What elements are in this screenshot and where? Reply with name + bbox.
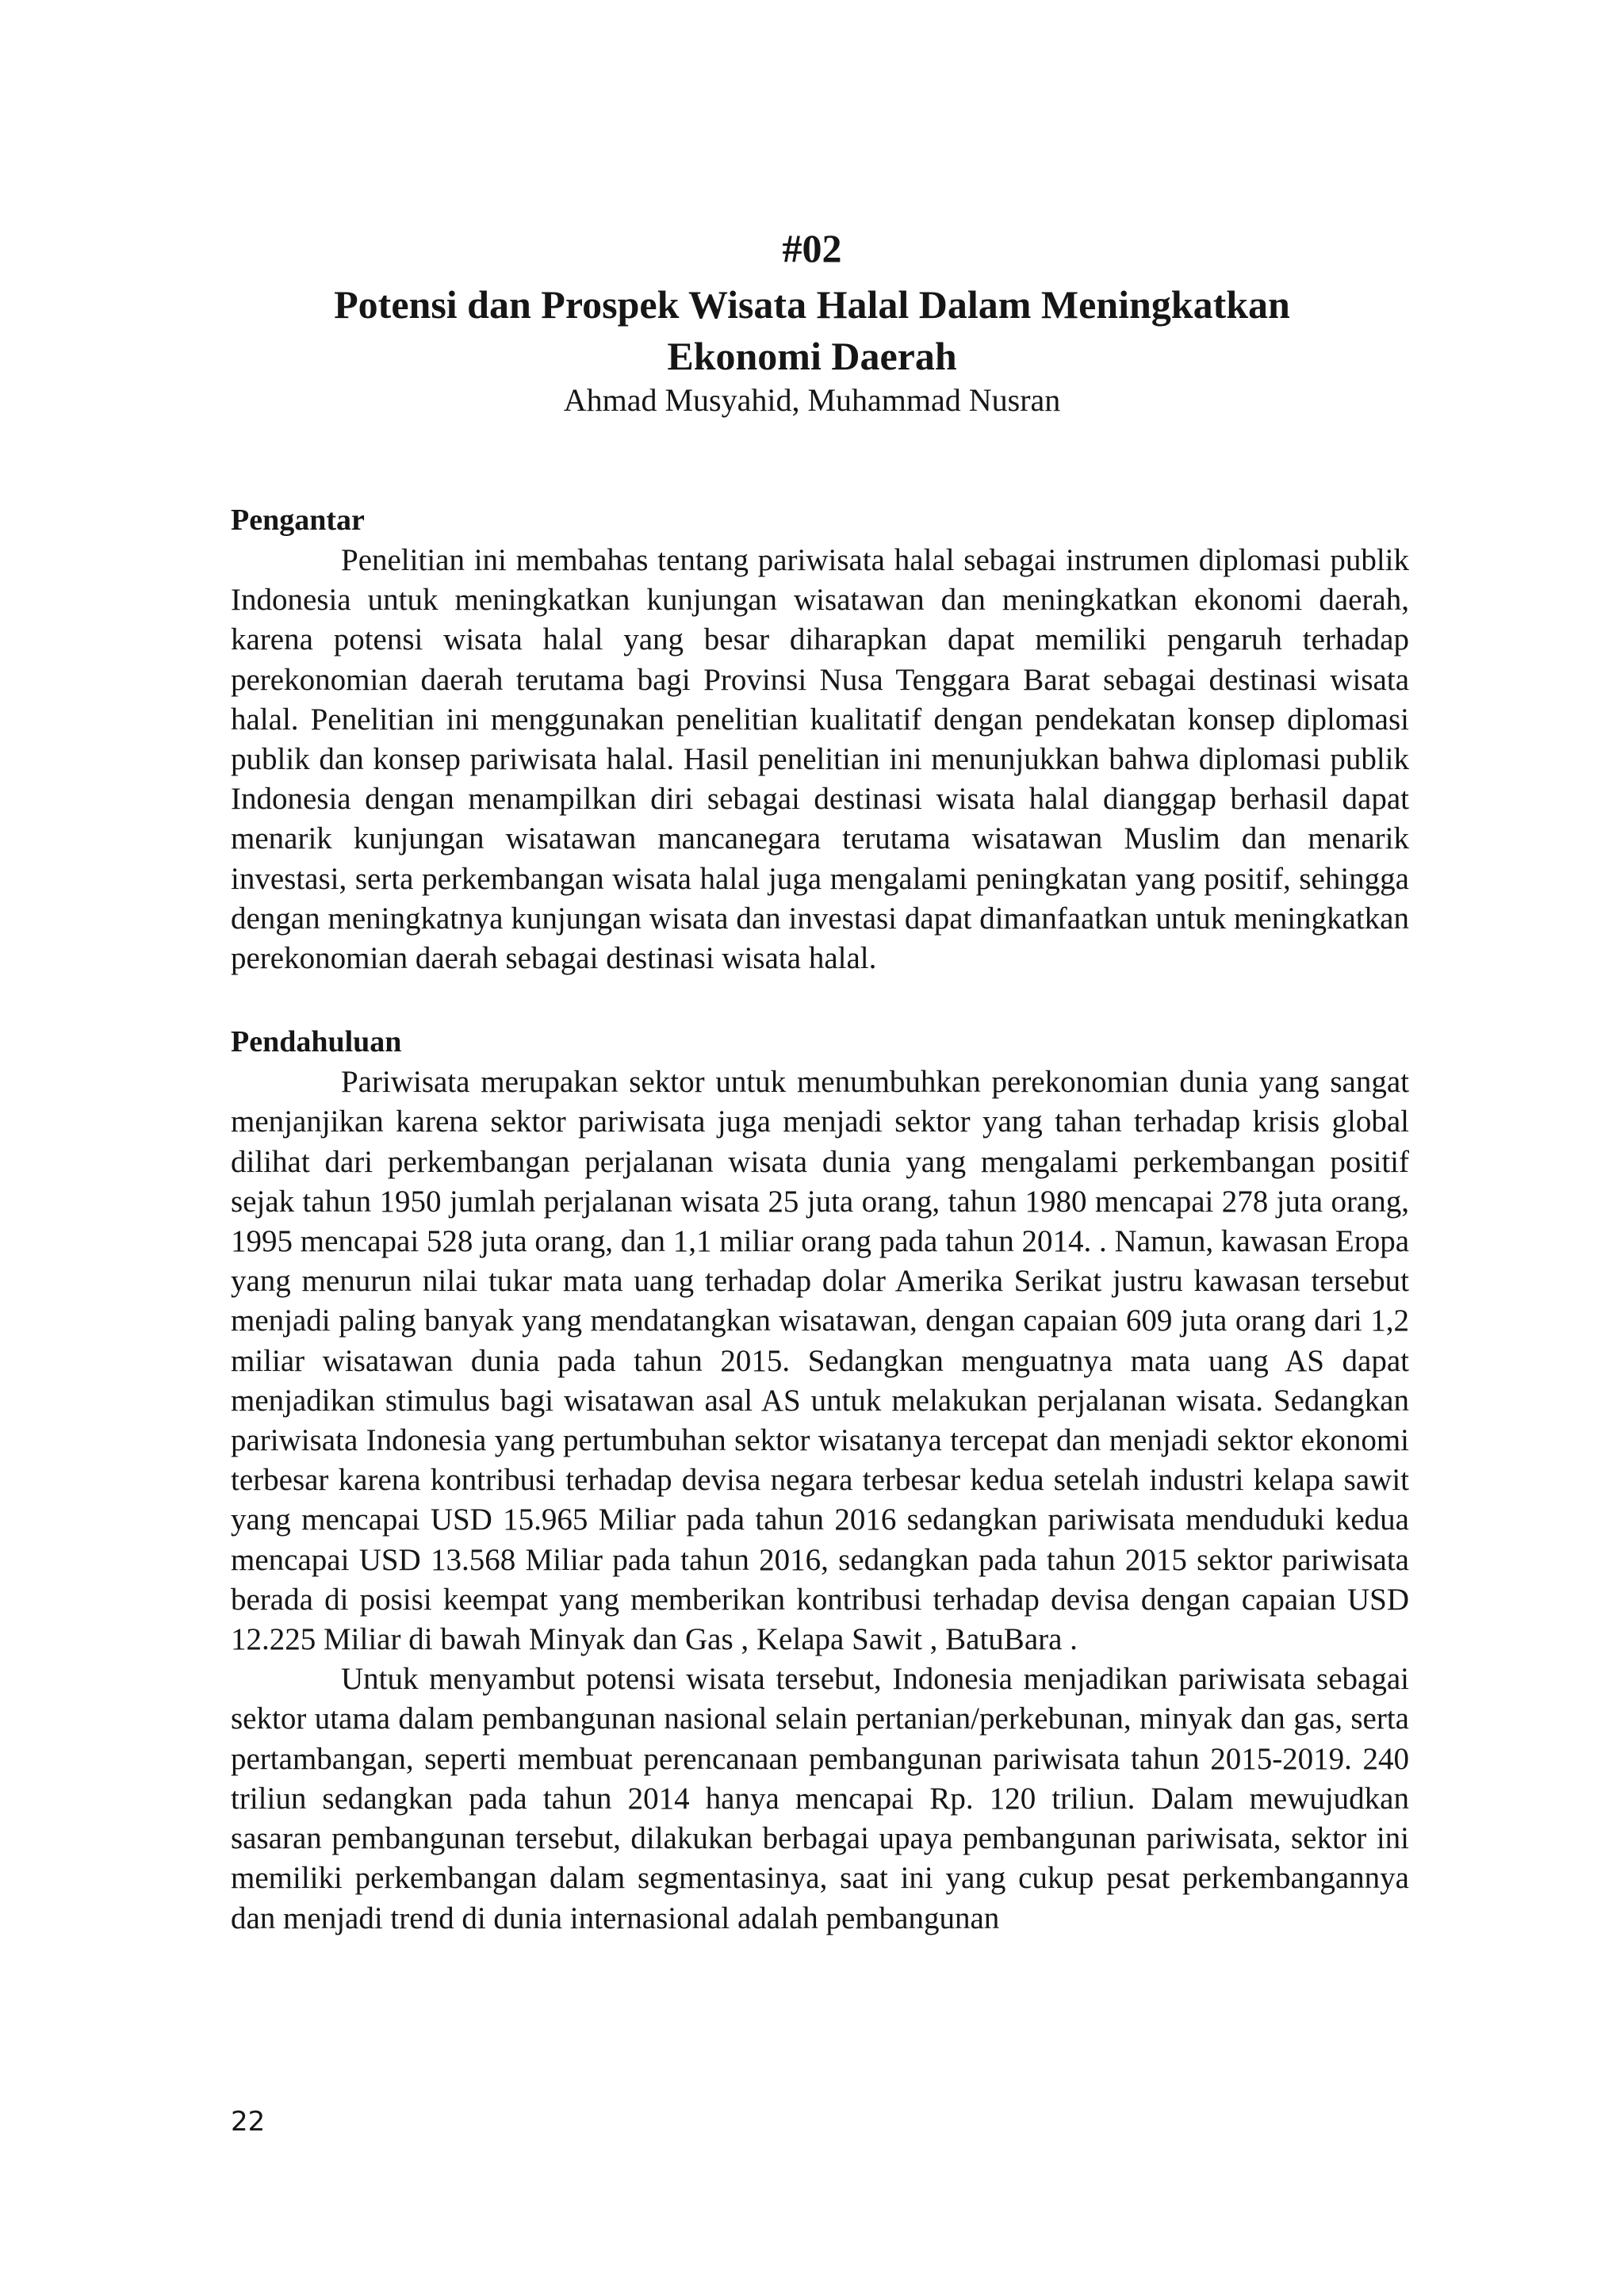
page-number: 22 (231, 2106, 266, 2138)
section-pendahuluan (231, 1021, 1409, 1938)
chapter-title-line-2: Ekonomi Daerah (667, 334, 957, 378)
chapter-authors: Ahmad Musyahid, Muhammad Nusran (563, 382, 1061, 418)
chapter-number: #02 (782, 226, 842, 270)
abstract-paragraph: Penelitian ini membahas tentang pariwisata halal sebagai instrumen diplomasi publik Indonesia untuk meningkatkan kunjungan wisatawan dan meningkatkan ekonomi daerah, karena potensi wisata halal yang besar diharapkan dapat memiliki pengaruh terhadap perekonomian daerah terutama bagi Provinsi Nusa Tenggara Barat sebagai destinasi wisata halal. Penelitian ini menggunakan penelitian kualitatif dengan pendekatan konsep diplomasi publik dan konsep pariwisata halal. Hasil penelitian ini menunjukkan bahwa diplomasi publik Indonesia dengan menampilkan diri sebagai destinasi wisata halal dianggap berhasil dapat menarik kunjungan wisatawan mancanegara terutama wisatawan Muslim dan menarik investasi, serta perkembangan wisata halal juga mengalami peningkatan yang positif, sehingga dengan meningkatnya kunjungan wisata dan investasi dapat dimanfaatkan untuk meningkatkan perekonomian daerah sebagai destinasi wisata halal. (231, 543, 1409, 976)
body-paragraph: Untuk menyambut potensi wisata tersebut, Indonesia menjadikan pariwisata sebagai sektor utama dalam pembangunan nasional selain pertanian/perkebunan, minyak dan gas, serta pertambangan, seperti membuat perencanaan pembangunan pariwisata tahun 2015-2019. 240 triliun sedangkan pada tahun 2014 hanya mencapai Rp. 120 triliun. Dalam mewujudkan sasaran pembangunan tersebut, dilakukan berbagai upaya pembangunan pariwisata, sektor ini memiliki perkembangan dalam segmentasinya, saat ini yang cukup pesat perkembangannya dan menjadi trend di dunia internasional adalah pembangunan (231, 1662, 1409, 1935)
chapter-title (0, 279, 1624, 382)
section-heading: Pengantar (231, 503, 365, 537)
body-paragraph: Pariwisata merupakan sektor untuk menumbuhkan perekonomian dunia yang sangat menjanjikan karena sektor pariwisata juga menjadi sektor yang tahan terhadap krisis global dilihat dari perkembangan perjalanan wisata dunia yang mengalami perkembangan positif sejak tahun 1950 jumlah perjalanan wisata 25 juta orang, tahun 1980 mencapai 278 juta orang, 1995 mencapai 528 juta orang, dan 1,1 miliar orang pada tahun 2014. . Namun, kawasan Eropa yang menurun nilai tukar mata uang terhadap dolar Amerika Serikat justru kawasan tersebut menjadi paling banyak yang mendatangkan wisatawan, dengan capaian 609 juta orang dari 1,2 miliar wisatawan dunia pada tahun 2015. Sedangkan menguatnya mata uang AS dapat menjadikan stimulus bagi wisatawan asal AS untuk melakukan perjalanan wisata. Sedangkan pariwisata Indonesia yang pertumbuhan sektor wisatanya tercepat dan menjadi sektor ekonomi terbesar karena kontribusi terhadap devisa negara terbesar kedua setelah industri kelapa sawit yang mencapai USD 15.965 Miliar pada tahun 2016 sedangkan pariwisata menduduki kedua mencapai USD 13.568 Miliar pada tahun 2016, sedangkan pada tahun 2015 sektor pariwisata berada di posisi keempat yang memberikan kontribusi terhadap devisa dengan capaian USD 12.225 Miliar di bawah Minyak dan Gas , Kelapa Sawit , BatuBara . (231, 1065, 1409, 1657)
section-pengantar (231, 500, 1409, 978)
section-heading: Pendahuluan (231, 1025, 402, 1059)
body-content (231, 500, 1409, 1939)
chapter-title-line-1: Potensi dan Prospek Wisata Halal Dalam Meningkatkan (334, 282, 1290, 327)
section-spacer (231, 978, 1409, 1021)
